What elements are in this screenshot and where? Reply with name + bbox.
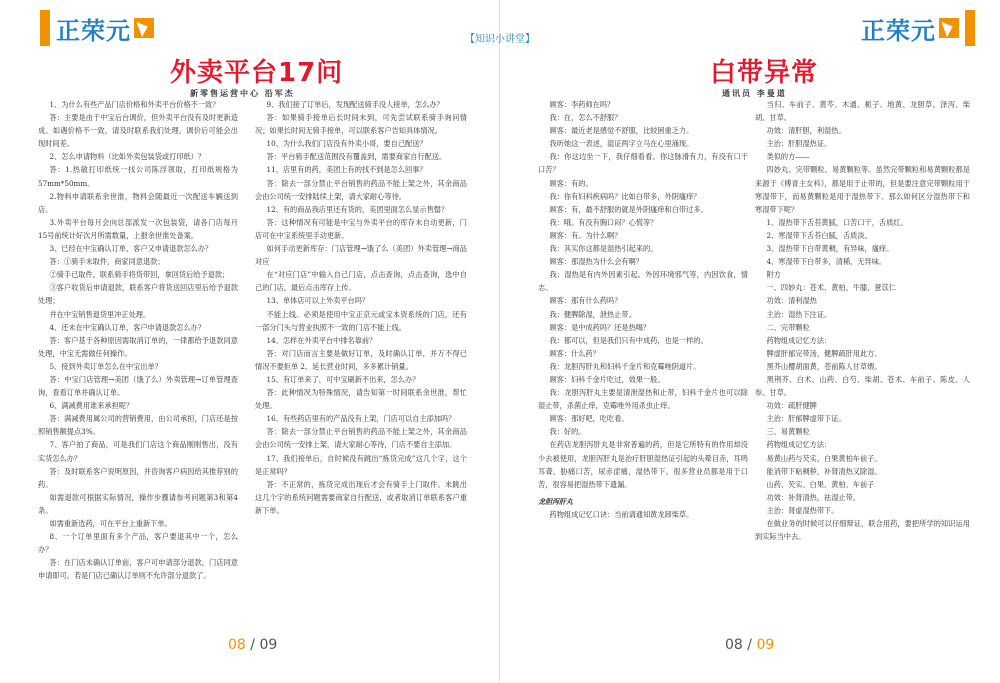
- paragraph: 2、怎么申请物料（比如外卖包装袋或打印纸）？: [49, 152, 206, 162]
- paragraph: ②骑手已取件，联系骑手将货带回，拿回货后给予退款；: [49, 270, 230, 280]
- paragraph: 我：哦。有没有胸口闷？心慌等？: [549, 217, 658, 227]
- paragraph: 5、接到外卖订单怎么在中宝出单？: [49, 361, 162, 371]
- page-number-right: [725, 637, 774, 653]
- paragraph: 主治：肾虚湿热带下。: [766, 505, 839, 515]
- paragraph: 黑荆芥、白术、山药、白芍、柴胡、苍术、车前子、陈皮、人参、甘草。: [755, 374, 970, 398]
- paragraph: 答：满减费用属公司的营销费用，由公司承担，门店还是按照销售额提点3%。: [38, 414, 238, 437]
- paragraph: ③客户收货后申请退款，联系客户将货送回店里后给予退款处理；: [38, 283, 238, 306]
- brand-logo: [40, 8, 154, 48]
- paragraph: 答：客户基于各种原因需取消订单的，一律都给予退款同意处理，中宝无需做任何操作。: [38, 335, 238, 358]
- page-current-right: 09: [756, 637, 775, 653]
- paragraph: 2.物料申请联系余世淮，物料会随最近一次配送车辆送到店。: [38, 191, 238, 214]
- paragraph: 如需退款可根据实际情况，操作步骤请参考问题第3和第4条。: [38, 492, 238, 515]
- right-column-1: [538, 98, 748, 521]
- paragraph: 3.外卖平台每月会向总部派发一次包装袋，请各门店每月15号前统计好次月所需数量，上报余世淮处备案。: [38, 217, 238, 240]
- paragraph: 2、寒湿带下舌苔白腻，舌质淡。: [766, 230, 872, 240]
- paragraph: 3、湿热带下白带黄稠，有异味，瘙痒。: [766, 244, 894, 254]
- paragraph: 四妙丸、完带颗粒、易黄颗粒等。虽然完带颗粒和易黄颗粒都是来源于《傅青主女科》，都是用于止带的，但是要注意完带颗粒用于寒湿带下，而易黄颗粒是用于湿热带下。那么如何区分湿热带下和寒湿带下呢？: [755, 165, 970, 214]
- paragraph: 6、满减费用谁来承担呢？: [49, 401, 134, 411]
- paragraph: 9、我们接了订单后，发现配送骑手没人接单，怎么办？: [266, 100, 444, 109]
- paragraph: 顾客：有。为什么啊？: [549, 230, 622, 240]
- paragraph: 16、有些药店里有的产品没有上架，门店可以自主添加吗？: [266, 414, 456, 424]
- page-separator: /: [742, 637, 757, 653]
- paragraph: 4、还未在中宝确认订单，客户申请退款怎么办？: [49, 322, 206, 332]
- paragraph: 顾客：那湿热为什么会有啊？: [549, 257, 643, 267]
- paragraph: 12、有的商品我店里还有货的，美团里面怎么显示售罄？: [266, 204, 449, 214]
- paragraph: 一、四妙丸：苍术、黄柏、牛膝、薏苡仁: [766, 283, 896, 293]
- page-total: 09: [259, 637, 278, 653]
- paragraph: 顾客：李药师在吗？: [549, 100, 615, 109]
- article-title-right: 白带异常: [710, 58, 819, 88]
- paragraph: 7、客户拍了商品，可是我们门店这个商品刚刚售出，没有实货怎么办？: [38, 440, 238, 463]
- paragraph: 我：龙胆泻肝丸主要是清泄湿热和止带，妇科千金片也可以除湿止带，杀菌止痒，克霉唑外用杀虫止痒。: [538, 388, 748, 411]
- paragraph: 我：其实你这都是湿热引起来的。: [549, 244, 658, 254]
- paragraph: 不能上线。必须是使用中宝正京元或宝本资系统的门店，还有一部分门头与营业执照不一致的门店不能上线。: [255, 309, 467, 332]
- paragraph: 11、店里有的药，美团上有的找不到是怎么回事？: [266, 165, 427, 175]
- paragraph: 顾客：有，最不舒服的就是外阴瘙痒和白带过多。: [549, 204, 708, 214]
- paragraph: 如需重新选药，可在平台上重新下单。: [49, 519, 172, 528]
- paragraph: 4、寒湿带下白带多，清稀，无异味。: [766, 257, 887, 267]
- paragraph: 14、怎样在外卖平台中排名靠前？: [266, 335, 377, 345]
- left-column-1: [38, 98, 238, 582]
- paragraph: 答：除去一部分禁止平台销售的药品不能上架之外，其余商品会由公司统一安排陆续上架，请大家耐心等待。: [255, 178, 467, 201]
- paragraph: 易黄山药与芡实，白果黄柏车前子。: [766, 453, 882, 463]
- right-page: [465, 0, 1000, 683]
- paragraph: 顾客：什么药？: [549, 348, 600, 358]
- paragraph: 答：对门店而言主要是做好订单，及时确认订单，并万不得已情况不要拒单 2、延长营业时间，多多累计销量。: [255, 348, 467, 371]
- article-title: 外卖平台17问: [170, 58, 344, 88]
- paragraph: 三、易黄颗粒: [766, 427, 810, 437]
- brand-name-right: 正荣元: [861, 16, 936, 45]
- paragraph: 答：中宝门店管理→美团（饿了么）外卖管理→订单管理查询，查看订单并确认订单。: [38, 374, 238, 398]
- brand-logo-right: [855, 8, 975, 48]
- paragraph: 如何手动更新库存：门店管理→饿了么（美团）外卖管理→商品对应: [255, 244, 467, 267]
- paragraph: 我：龙胆泻肝丸和妇科千金片和克霉唑阴道片。: [549, 361, 701, 371]
- paragraph: 13、单体店可以上外卖平台吗？: [266, 296, 370, 306]
- article-byline-right: 通讯员 李曼道: [722, 89, 787, 98]
- paragraph: 答：平台骑手配送范围没有覆盖到，需要商家自行配送。: [266, 152, 447, 162]
- paragraph: 答：1.热敏打印纸统一找公司陈浮领取，打印纸规格为57mm*50mm。: [38, 165, 238, 188]
- paragraph: 二、完带颗粒: [766, 322, 810, 332]
- paragraph: 并在中宝销售退货里冲正处理。: [49, 309, 151, 319]
- paragraph: 我：健脾除湿，泄热止带。: [549, 309, 636, 319]
- paragraph: 顾客：妇科千金片吃过，效果一般。: [549, 374, 665, 384]
- paragraph: 答：如果骑手接单后长时间未到，可先尝试联系骑手询问情况；如果长时间无骑手接单，可以联系客户告知具体情况。: [255, 113, 467, 136]
- paragraph: 药物组成记忆方法：: [766, 335, 832, 345]
- paragraph: 答：此种情况为特殊情况，请告知第一时间联系余世淮，帮忙处理。: [255, 388, 467, 411]
- right-column-2: [755, 98, 970, 543]
- brand-name: 正荣元: [56, 16, 131, 45]
- paragraph: 我：都可以，但是我们只有中成药，也是一样的。: [549, 335, 708, 345]
- paragraph: 15、有订单来了，可中宝刷新不出来，怎么办？: [266, 374, 420, 384]
- paragraph: 答：①骑手未取件，商家同意退款；: [49, 257, 165, 267]
- left-column-2: [255, 98, 467, 517]
- paragraph: 顾客：那好吧，吃吃看。: [549, 414, 629, 424]
- paragraph: 山药、芡实、白果、黄柏、车前子: [766, 479, 875, 489]
- paragraph: 我听她这一表述，湿证两字立马在心里涌现。: [549, 139, 694, 149]
- paragraph: 在药店龙胆泻肝丸是非常普遍的药，但是它所特有的作用却没少去被使用，龙胆泻肝丸是治疗肝胆湿热证引起的头晕目赤，耳鸣耳聋，胁痛口苦，尿赤涩痛，湿热带下。很多营业员都是用于口苦，很容易把湿热带下遗漏。: [538, 440, 748, 489]
- logo-mark-icon: [939, 18, 959, 38]
- paragraph: 主治：肝胆湿热证。: [766, 139, 832, 149]
- paragraph: 脾虚肝郁完带汤，健脾疏肝用此方。: [766, 348, 882, 358]
- logo-mark-icon: [134, 18, 154, 38]
- paragraph: 当归、车前子、黄芩、木通、栀子、地黄、龙胆草、泽泻、柴胡、甘草。: [755, 100, 970, 123]
- paragraph: 顾客：那有什么药吗？: [549, 296, 622, 306]
- paragraph: 附方: [766, 270, 781, 280]
- paragraph: 主治：湿热下注证。: [766, 309, 832, 319]
- paragraph: 10、为什么我们门店没有外卖小哥，要自己配送？: [266, 139, 427, 149]
- article-byline: 新零售运营中心 沿军杰: [190, 89, 295, 98]
- paragraph: 药物组成记忆方法：: [766, 440, 832, 450]
- paragraph: 龙胆泻肝丸: [538, 496, 573, 506]
- paragraph: 顾客：最近老是感觉不舒服，比较困重乏力。: [549, 126, 694, 136]
- paragraph: 3、已经在中宝确认订单，客户又申请退款怎么办？: [49, 244, 213, 254]
- paragraph: 类似的方——: [766, 152, 810, 162]
- paragraph: 1、为什么有些产品门店价格和外卖平台价格不一致？: [49, 100, 220, 109]
- logo-bar-icon: [965, 10, 975, 46]
- paragraph: 我：你这边坐一下，我仔细看看。你这脉滑有力，有没有口干口苦？: [538, 152, 748, 175]
- paragraph: 我：好的。: [549, 427, 586, 437]
- paragraph: 药物组成记忆口诀：当前请通知黄龙卸柴草。: [549, 509, 694, 519]
- paragraph: 17、我们接单后，自时候没有跳出“拣货完成”这几个字，这个是正常吗？: [255, 453, 467, 476]
- paragraph: 黑芥山樱胡面黄，苍前陈人甘草煨。: [766, 361, 882, 371]
- section-tag: 【知识小讲堂】: [465, 34, 535, 45]
- paragraph: 我：在，怎么不舒服？: [549, 113, 622, 123]
- paragraph: 答：不正常的，拣货完成出现后才会有骑手上门取件。未跳出这几个字的系统问题需要商家自行配送，或者取消订单联系客户重新下单。: [255, 479, 467, 515]
- paragraph: 答：及时联系客户说明原因，并咨询客户病因给其推荐别的药。: [38, 466, 238, 489]
- paragraph: 功效：补肾清热，祛湿止带。: [766, 492, 860, 502]
- paragraph: 1、湿热带下舌苔黄腻，口苦口干，舌质红。: [766, 217, 908, 227]
- paragraph: 顾客：有的。: [549, 178, 593, 188]
- paragraph: 8、一个订单里面有多个产品，客户要退其中一个，怎么办？: [38, 532, 238, 555]
- paragraph: 答：在门店未确认订单前，客户可申请部分退款，门店同意申请即可。若是门店已确认订单则不允许部分退款了。: [38, 558, 238, 581]
- paragraph: 主治：肝郁脾虚带下证。: [766, 414, 846, 424]
- page-separator: /: [245, 637, 260, 653]
- paragraph: 答：主要是由于中宝后台调价，但外卖平台没有及时更新造成。如遇价格不一致，请及时联系我们处理，调价后可能会出现时间差。: [38, 113, 238, 149]
- paragraph: 在做业务的时候可以仔细辩证，联合用药，要把所学的知识运用到实际当中去。: [755, 519, 970, 542]
- paragraph: 在“对应门店”中输入自己门店，点击查询，点击查询，选中自己的门店，最后点击库存上传。: [255, 270, 467, 293]
- paragraph: 答：这种情况有可能是中宝与外卖平台的库存未自动更新，门店可在中宝系统里手动更新。: [255, 217, 467, 240]
- paragraph: 功效：清肝胆，利湿热。: [766, 126, 846, 136]
- logo-bar-icon: [40, 10, 50, 46]
- paragraph: 顾客：是中成药吗？还是热喝？: [549, 322, 651, 332]
- page-current: 08: [228, 637, 246, 653]
- page-prev: 08: [725, 637, 743, 653]
- page-number: [228, 637, 277, 653]
- paragraph: 答：除去一部分禁止平台销售的药品不能上架之外，其余商品会由公司统一安排上架，请大家耐心等待，门店不要自主添加。: [255, 427, 467, 450]
- paragraph: 我：湿热是有内外因素引起。外因环境邪气等，内因饮食，情志。: [538, 270, 748, 293]
- paragraph: 功效：清利湿热: [766, 296, 817, 306]
- paragraph: 能消带下粘稠秽，补肾清热又除湿。: [766, 466, 882, 476]
- paragraph: 功效：疏肝健脾: [766, 401, 817, 411]
- paragraph: 我：你有妇科疾病吗？比如白带多，外阴瘙痒？: [549, 191, 701, 201]
